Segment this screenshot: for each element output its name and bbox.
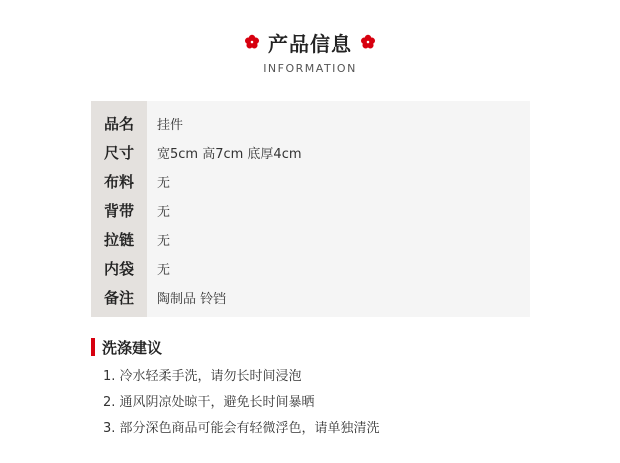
table-row: [91, 138, 530, 167]
row-value: 无: [157, 234, 171, 249]
row-value: 挂件: [157, 118, 184, 133]
care-section-title: 洗涤建议: [102, 338, 163, 357]
table-row: [91, 109, 530, 138]
list-item: 1. 冷水轻柔手洗，请勿长时间浸泡: [103, 369, 302, 384]
row-label: 背带: [103, 202, 134, 220]
table-row: [91, 225, 530, 254]
page-title: 产品信息: [268, 31, 352, 56]
list-item: 3. 部分深色商品可能会有轻微浮色，请单独清洗: [103, 421, 380, 436]
row-value: 无: [157, 263, 171, 278]
accent-bar: [91, 338, 95, 356]
plum-blossom-icon: [244, 34, 260, 50]
table-row: [91, 196, 530, 225]
row-label: 内袋: [103, 260, 134, 278]
page-header: [0, 22, 620, 75]
product-info-table: [91, 101, 530, 317]
page-subtitle: INFORMATION: [263, 62, 357, 75]
list-item: 2. 通风阴凉处晾干，避免长时间暴晒: [103, 395, 315, 410]
care-list: [91, 364, 380, 442]
care-section-header: [91, 336, 380, 358]
row-value: 无: [157, 205, 171, 220]
row-label: 布料: [103, 173, 134, 191]
row-value: 宽5cm 高7cm 底厚4cm: [157, 147, 302, 162]
title-row: [0, 22, 620, 62]
row-label: 备注: [103, 289, 134, 307]
row-label: 品名: [103, 115, 134, 133]
care-section: [91, 336, 380, 442]
plum-blossom-icon: [360, 34, 376, 50]
row-value: 陶制品 铃铛: [157, 292, 227, 307]
table-row: [91, 283, 530, 312]
table-row: [91, 254, 530, 283]
row-value: 无: [157, 176, 171, 191]
row-label: 拉链: [103, 231, 134, 249]
table-row: [91, 167, 530, 196]
row-label: 尺寸: [103, 144, 134, 162]
